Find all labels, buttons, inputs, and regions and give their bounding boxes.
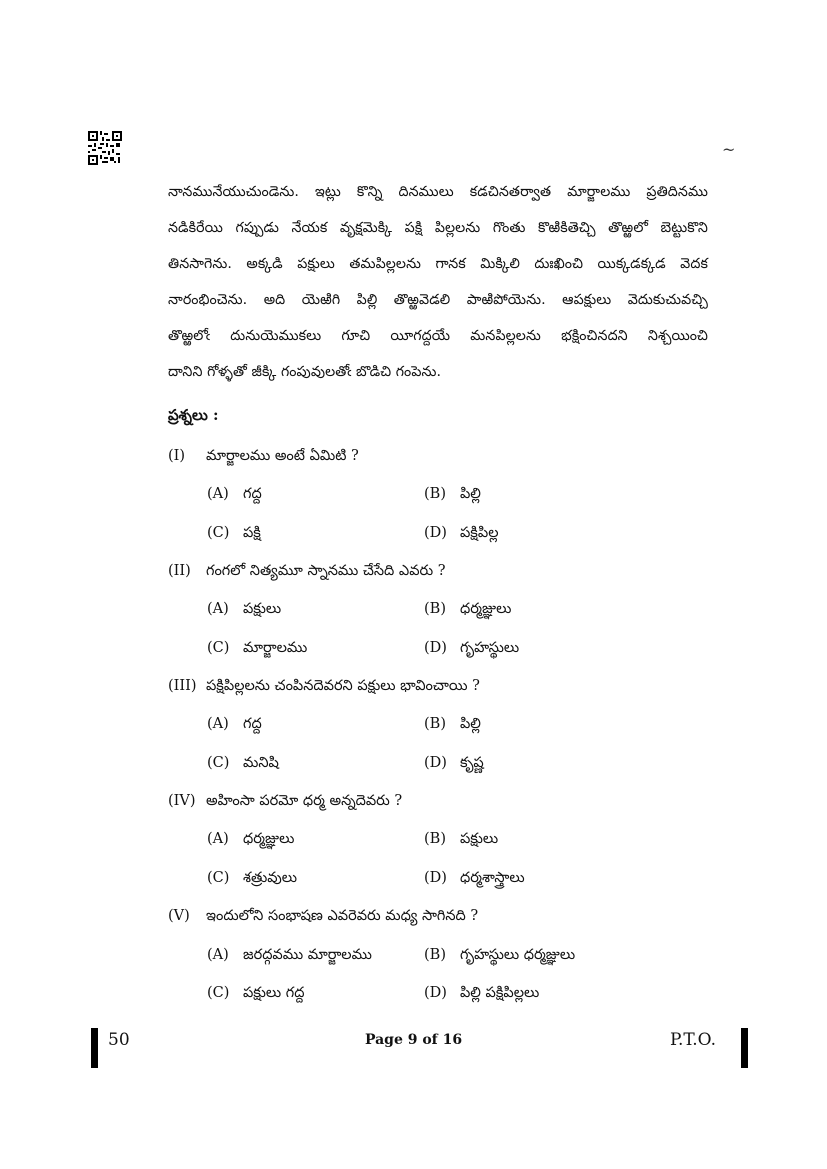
passage-line: నడికిరేయి గప్పుడు నేయక వృక్షమెక్కి పక్షి పిల్లలను గొంతు కొఱికితెచ్చి తొఱ్ఱలో బెట్టుకొని <box>168 220 708 236</box>
question-text: మార్జాలము అంటే ఏమిటి ? <box>206 448 359 464</box>
question-text: గంగలో నిత్యమూ స్నానము చేసేది ఎవరు ? <box>206 563 446 579</box>
option-label: (A) <box>207 831 229 847</box>
option-label: (D) <box>424 985 447 1001</box>
questions-heading: ప్రశ్నలు : <box>168 406 219 424</box>
option-text: గృహస్థులు <box>460 640 520 656</box>
option-label: (C) <box>207 755 230 771</box>
question <box>168 908 478 928</box>
option-text: పిల్లి <box>460 486 481 502</box>
passage-line: నానమునేయుచుండెను. ఇట్లు కొన్ని దినములు కడచినతర్వాత మార్జాలము ప్రతిదినము <box>168 184 708 200</box>
option-text: పిల్లి <box>460 716 481 732</box>
option-label: (B) <box>424 716 446 732</box>
option-text: పక్షులు <box>243 601 282 617</box>
passage-line: తొఱ్ఱలోఁ దునుయెముకలు గూచి యీగద్దయే మనపిల్లలను భక్షించినదని నిశ్చయించి <box>168 328 708 344</box>
option-text: ధర్మశాస్త్రాలు <box>460 870 525 886</box>
question-text: పక్షిపిల్లలను చంపినదెవరని పక్షులు భావించాయి ? <box>206 678 480 694</box>
passage-line: తినసాగెను. అక్కడి పక్షులు తమపిల్లలను గానక మిక్కిలి దుఃఖించి యిక్కడక్కడ వెదక <box>168 256 708 272</box>
option-text: ధర్మజ్ఞులు <box>460 601 512 617</box>
option-label: (B) <box>424 831 446 847</box>
question-number: (II) <box>168 563 191 579</box>
question-number: (I) <box>168 448 186 464</box>
page-number: Page 9 of 16 <box>364 1032 463 1048</box>
option-a[interactable] <box>207 947 372 967</box>
option-label: (A) <box>207 947 229 963</box>
question <box>168 793 402 813</box>
option-a[interactable] <box>207 486 262 506</box>
option-c[interactable] <box>207 640 307 660</box>
option-text: పిల్లి పక్షిపిల్లలు <box>460 985 540 1001</box>
option-c[interactable] <box>207 985 305 1005</box>
option-text: కృష్ణ <box>460 755 484 771</box>
option-label: (B) <box>424 486 446 502</box>
option-text: జరద్గవము మార్జాలము <box>243 947 372 963</box>
option-d[interactable] <box>424 525 498 545</box>
option-text: గద్ద <box>243 716 262 732</box>
option-label: (D) <box>424 640 447 656</box>
question-number: (IV) <box>168 793 196 809</box>
option-b[interactable] <box>424 947 575 967</box>
option-b[interactable] <box>424 601 511 621</box>
question <box>168 678 480 698</box>
option-text: శత్రువులు <box>243 870 298 886</box>
footer-bar-right <box>741 1028 748 1068</box>
option-label: (C) <box>207 525 230 541</box>
option-label: (A) <box>207 716 229 732</box>
question-text: ఇందులోని సంభాషణ ఎవరెవరు మధ్య సాగినది ? <box>206 908 479 924</box>
option-label: (D) <box>424 525 447 541</box>
option-a[interactable] <box>207 716 262 736</box>
option-text: మార్జాలము <box>243 640 308 656</box>
option-c[interactable] <box>207 755 279 775</box>
qr-code-icon <box>88 131 122 165</box>
option-b[interactable] <box>424 716 481 736</box>
question-number: (V) <box>168 908 190 924</box>
paper-code: 50 <box>108 1030 130 1050</box>
option-b[interactable] <box>424 831 498 851</box>
option-text: ధర్మజ్ఞులు <box>243 831 295 847</box>
option-text: పక్షి <box>243 525 261 541</box>
option-c[interactable] <box>207 870 297 890</box>
option-text: పక్షులు గద్ద <box>243 985 305 1001</box>
passage-line: దానిని గోళ్ళతో జీక్కి గంపువులతోఁ బొడిచి గంపెను. <box>168 364 442 380</box>
option-label: (A) <box>207 486 229 502</box>
option-c[interactable] <box>207 525 261 545</box>
option-label: (B) <box>424 601 446 617</box>
corner-mark: ~ <box>722 140 736 159</box>
pto-label: P.T.O. <box>670 1030 716 1050</box>
option-d[interactable] <box>424 755 484 775</box>
option-d[interactable] <box>424 985 539 1005</box>
option-text: గృహస్థులు ధర్మజ్ఞులు <box>460 947 576 963</box>
passage-line: నారంభించెను. అది యెఱిగి పిల్లి తొఱ్ఱవెడలి పాఱిపోయెను. ఆపక్షులు వెదుకుచువచ్చి <box>168 292 708 308</box>
question-number: (III) <box>168 678 197 694</box>
question <box>168 448 359 468</box>
question-text: అహింసా పరమో ధర్మ అన్నదెవరు ? <box>206 793 403 809</box>
question <box>168 563 446 583</box>
option-d[interactable] <box>424 870 525 890</box>
option-b[interactable] <box>424 486 481 506</box>
passage <box>168 178 708 394</box>
option-label: (A) <box>207 601 229 617</box>
option-a[interactable] <box>207 601 281 621</box>
option-text: పక్షిపిల్ల <box>460 525 499 541</box>
option-text: పక్షులు <box>460 831 499 847</box>
option-label: (B) <box>424 947 446 963</box>
option-label: (C) <box>207 985 230 1001</box>
option-text: గద్ద <box>243 486 262 502</box>
option-label: (C) <box>207 640 230 656</box>
option-text: మనిషి <box>243 755 279 771</box>
option-label: (D) <box>424 870 447 886</box>
option-label: (D) <box>424 755 447 771</box>
option-a[interactable] <box>207 831 294 851</box>
option-label: (C) <box>207 870 230 886</box>
option-d[interactable] <box>424 640 519 660</box>
